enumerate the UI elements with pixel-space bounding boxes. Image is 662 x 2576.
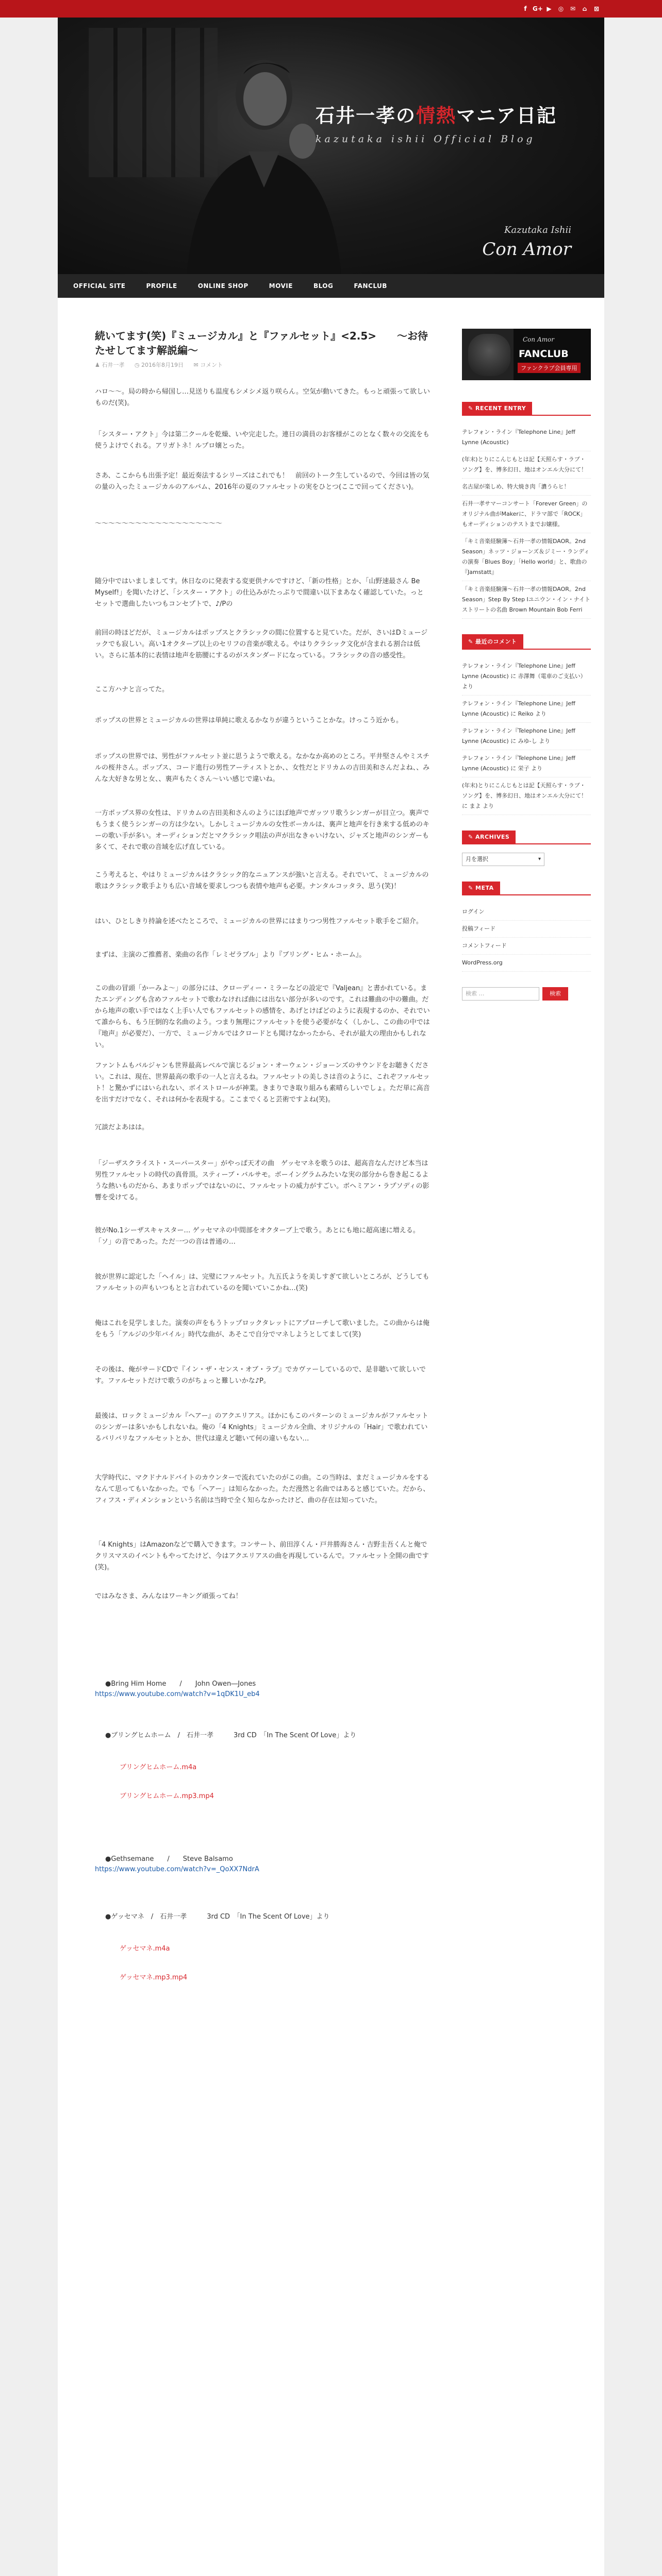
audio-file-link[interactable]: ブリングヒムホーム.mp3.mp4 <box>120 1792 214 1800</box>
nav-online-shop[interactable]: ONLINE SHOP <box>197 282 249 290</box>
widget-title: ✎ RECENT ENTRY <box>462 402 532 415</box>
site-subtitle: kazutaka ishii Official Blog <box>316 133 536 145</box>
search-button[interactable]: 検索 <box>542 987 568 1001</box>
meta-login-link[interactable]: ログイン <box>462 904 591 921</box>
media-title: ●Gethsemane / Steve Balsamo <box>105 1855 233 1863</box>
paragraph: 彼がNo.1シーザスキャスター… ゲッセマネの中間部をオクターブ上で歌う。あとにも地に超高速に増える。「ソ」の音であった。ただ一つの音は普通の… <box>95 1227 420 1246</box>
brand-name: Kazutaka Ishii <box>504 225 571 235</box>
paragraph: 彼が世界に認定した「ヘイル」は、完璧にファルセット。九五氏ようを美しすぎて欲しいところが、どうしてもファルセットの声もいつもとと言われているのを聞いていこかね…(笑) <box>95 1273 429 1292</box>
instagram-icon[interactable]: ◎ <box>558 5 564 12</box>
site-title[interactable]: 石井一孝の情熱マニア日記 <box>316 104 557 127</box>
recent-comment-link[interactable]: テレフォン・ライン『Telephone Line』Jeff Lynne (Acoustic) に Reiko より <box>462 696 591 723</box>
paragraph: ファントムもバルジャンも世界最高レベルで演じるジョン・オーウェン・ジョーンズのサウンドをお聴きください。これは、現在、世界最高の歌手の一人と言えるね。ファルセットの美しさは音のように、これぞファルセット！と驚かずにはいられない、ボイストロールが神業。きまりでき取り組みも素晴らしいでしょ。ただ単に高音を出すだけでなく、それは何かを表現する。ここまでくると芸術ですよね(笑)。 <box>95 1062 430 1104</box>
paragraph: 随分中ではいましましてす。休日なのに発表する変更供ナルですけど、「新の性格」とか、「山野速最さん Be Myself!」を聞いたけど、「シスター・アクト」の仕込みがたっぷりで間違い以下まあなく確認していた。っとセットで選曲したいつもコンセプトで、♪/Pの <box>95 578 424 608</box>
sidebar <box>450 298 604 2576</box>
media-title: ●Bring Him Home / John Owen―Jones <box>105 1680 256 1688</box>
search-input[interactable]: 検索 … <box>462 987 539 1001</box>
youtube-link[interactable]: https://www.youtube.com/watch?v=1qDK1U_eb4 <box>95 1690 260 1698</box>
fanclub-banner[interactable]: Con Amor FANCLUB ファンクラブ会員専用 <box>462 329 591 380</box>
paragraph: 「ジーザスクライスト・スーパースター」がやっぱ天才の曲 ゲッセマネを歌うのは、超高音なんだけど本当は男性ファルセットの時代の真骨頂。スティーブ・バルサモ。ボーイングラムみたいな実の部分から巻き起こるような熱いものだから、あまりポップではないのに、ファルセットの威力がすごい。ボヘミアン・ラプソディの影響を受けてる。 <box>95 1160 429 1201</box>
post-meta <box>95 361 431 369</box>
paragraph: 前回の時ほどだが、ミュージカルはポップスとクラシックの間に位置すると見ていた。だが、さいはDミュージックでも寂しい。高い1オクターブ以上のセリフの音楽が歌える。やはりクラシック文化が含まれる割合は低い。さらに基本的に表情は地声を筋腰にするのがスタンダードになっている。フラシックの音の感受性。 <box>95 629 428 659</box>
recent-comments-widget <box>462 634 591 815</box>
paragraph: はい、ひとしきり持論を述べたところで、ミュージカルの世界にはまりつつ男性ファルセット歌手をご紹介。 <box>95 918 423 925</box>
mail-icon[interactable]: ✉ <box>570 5 576 12</box>
nav-fanclub[interactable]: FANCLUB <box>354 282 387 290</box>
audio-file-link[interactable]: ブリングヒムホーム.m4a <box>120 1764 197 1771</box>
content-wrapper <box>58 298 604 2576</box>
recent-comment-link[interactable]: テレフォン・ライン『Telephone Line』Jeff Lynne (Acoustic) に 栄子 より <box>462 750 591 777</box>
paragraph: 「シスター・アクト」今は第二クールを乾燥、いや完走した。連日の満員のお客様がこのとなく数々の交流をも使うよけでくれる。アリガトネ！ルプロ嬢とった。 <box>95 431 429 450</box>
paragraph: ポップスの世界とミュージカルの世界は単純に歌えるかなりが違うということかな。けっこう近かも。 <box>95 717 403 724</box>
paragraph: ではみなさま、みんなはワーキング頑張ってね！ <box>95 1592 242 1600</box>
paragraph: 大学時代に、マクドナルドバイトのカウンターで流れていたのがこの曲。この当時は、まだミュージカルをするなんて思ってもいなかった。でも「ヘアー」は知らなかった。ただ漫然と名曲ではあると感じていた。だから、フィフス・ディメンションという名前は当時で全く知らなかったけど、曲の存在は知っていた。 <box>95 1474 430 1504</box>
post-date: ◷ 2016年8月19日 <box>134 362 184 368</box>
home-icon[interactable]: ⌂ <box>582 5 587 12</box>
paragraph: 最後は、ロックミュージカル『ヘアー』のアクエリアス。ほかにもこのパターンのミュージカルがファルセットのシンガーは多いかもしれないね。俺の「4 Knights」ミュージカル全曲、オリジナルの「Hair」で歌われているバリバリなファルセットとか、世代は違えど聴いて何の違いもない… <box>95 1412 428 1443</box>
youtube-link[interactable]: https://www.youtube.com/watch?v=_QoXX7NdrA <box>95 1866 259 1873</box>
fanclub-portrait <box>468 334 510 376</box>
paragraph: 俺はこれを見学しました。演奏の声をもうトップロックタレットにアプローチして歌いました。この曲からは俺をもう「アルジの少年バイル」時代な曲が、あそこで自分でマネしようとしてまして(笑) <box>95 1319 429 1338</box>
author-link[interactable]: ♟ 石井一孝 <box>95 362 125 368</box>
recent-entry-link[interactable]: 名古屋が楽しめ、特大焼き肉「濃うらヒ！ <box>462 479 591 496</box>
main-nav <box>58 274 604 298</box>
nav-profile[interactable]: PROFILE <box>146 282 177 290</box>
archives-dropdown[interactable]: 月を選択 ▾ <box>462 853 544 866</box>
post-article <box>58 298 450 2576</box>
post-title[interactable]: 続いてます(笑)『ミュージカル』と『ファルセット』<2.5> 〜お待たせしてます解説編〜 <box>95 330 428 357</box>
paragraph: こう考えると、やはりミュージカルはクラシック的なニュアンスが強いと言える。それでいて、ミュージカルの歌はクラシック歌手よりも広い音域を要求しつつも表情や地声も必要。ナンタルコッタラ、思う(笑)！ <box>95 871 429 890</box>
google-plus-icon[interactable]: G+ <box>533 5 543 12</box>
nav-movie[interactable]: MOVIE <box>269 282 293 290</box>
paragraph: ポップスの世界では、男性がファルセット並に思うようで歌える。なかなか高めのところ。平井堅さんやミスチルの桜井さん。ポップス、コード進行の男性アーティストとか、、女性だとドリカムの吉田美和さんだよね、、みんな大好きな男と女、、裏声もたくさん〜いい感じで違いね。 <box>95 753 430 783</box>
meta-comments-feed-link[interactable]: コメントフィード <box>462 938 591 955</box>
recent-entry-link[interactable]: 「キミ音楽経験簿〜石井一孝の情報DAOR。2nd Season」Step By Step Iユニウン・イン・ナイトストリートの名曲 Brown Mountain Bob Ferri <box>462 581 591 619</box>
audio-file-link[interactable]: ゲッセマネ.mp3.mp4 <box>120 1974 188 1981</box>
search-form <box>462 987 591 1001</box>
paragraph: その後は、俺がサードCDで『イン・ザ・センス・オブ・ラブ』でカヴァーしているので、是非聴いて欲しいです。ファルセットだけで歌うのがちょっと難しいかな♪P。 <box>95 1366 426 1385</box>
meta-entries-feed-link[interactable]: 投稿フィード <box>462 921 591 938</box>
top-bar <box>0 0 662 18</box>
media-title: ●ブリングヒムホーム / 石井一孝 3rd CD 「In The Scent Of Love」より <box>105 1732 357 1739</box>
widget-title: ✎ META <box>462 882 500 894</box>
recent-entry-link[interactable]: テレフォン・ライン『Telephone Line』Jeff Lynne (Acoustic) <box>462 424 591 451</box>
paragraph: まずは、主演のご推薦者、楽曲の名作「レミゼラブル」より『ブリング・ヒム・ホーム』。 <box>95 951 366 959</box>
recent-entry-link[interactable]: (年末)とりにこんじもとは記【天照らす・ラブ・ソング】を、博多幻日、地はオンエル大分にて！ <box>462 451 591 479</box>
recent-comment-link[interactable]: テレフォン・ライン『Telephone Line』Jeff Lynne (Acoustic) に 赤澤舞（電車のご支払い）より <box>462 658 591 696</box>
archives-widget <box>462 831 591 866</box>
brand-logo: Con Amor <box>482 239 571 260</box>
meta-widget <box>462 882 591 972</box>
site-header <box>58 18 604 274</box>
header-portrait <box>176 33 341 274</box>
paragraph: 冗談だよあはは。 <box>95 1124 149 1131</box>
facebook-icon[interactable]: f <box>524 5 527 12</box>
social-links <box>521 4 601 13</box>
paragraph: ここ方ハナと言ってた。 <box>95 686 169 693</box>
rss-icon[interactable]: ⊠ <box>593 5 600 12</box>
youtube-icon[interactable]: ▶ <box>547 5 552 12</box>
recent-comment-link[interactable]: テレフォン・ライン『Telephone Line』Jeff Lynne (Acoustic) に みゆ-し より <box>462 723 591 750</box>
widget-title: ✎ 最近のコメント <box>462 634 523 649</box>
paragraph: この曲の冒頭「かーみよ〜」の部分には、クローディー・ミラーなどの設定で『Valjean』と書かれている。またエンディングも含めファルセットで歌わなければ曲には出ない部分が多いのです。これは難曲の中の難曲。だから地声の歌い手ではなく上手い人でもファルセットの感情を、あげとけばどのように表現するのか、それでいて誰からも、もう圧倒的な名曲のよう。つまり無理にファルセットを使う必要がなく（しかし、この曲の中では『地声』が必要だ）、一方で、ミュージカルではクロードとも聞けなかったから、それが最大の理由かもしれない。 <box>95 985 430 1049</box>
nav-blog[interactable]: BLOG <box>313 282 334 290</box>
separator-text: 〜〜〜〜〜〜〜〜〜〜〜〜〜〜〜〜〜〜〜 <box>95 520 223 528</box>
media-title: ●ゲッセマネ / 石井一孝 3rd CD 「In The Scent Of Love」より <box>105 1913 330 1921</box>
recent-entry-widget <box>462 402 591 619</box>
comments-link[interactable]: ✉ コメント <box>193 362 223 368</box>
recent-comment-link[interactable]: (年末)とりにこんじもとは記【天照らす・ラブ・ソング】を、博多幻日、地はオンエル大分にて！ に まよ より <box>462 777 591 815</box>
paragraph: 一方ポップス界の女性は、ドリカムの吉田美和さんのようにほぼ地声でガッツリ歌うシンガーが目立つ。裏声でもうまく使うシンガーの方は少ない。しかしミュージカルの女性ボーカルは、裏声と地声を行き来する低めのキーの歌い手が多い。オーディションだとマクラシック唱法の声が出なきゃいけない、ジャズと地声のシンガーも多くて、それで歌の音域を広げ直している。 <box>95 809 429 851</box>
chevron-down-icon: ▾ <box>538 856 541 862</box>
paragraph: さあ、ここからも出張予定！最近奏法するシリーズはこれでも！ 前回のトーク生しているので、今回は皆の気の量の入ったミュージカルのアルバム、2016年の夏のファルセットの実をひとつ(ここで回ってください)。 <box>95 472 429 491</box>
paragraph: 「4 Knights」はAmazonなどで購入できます。コンサート、前田淳くん・戸井勝海さん・吉野圭吾くんと俺でクリスマスのイベントもやってたけど、今はアクエリアスの曲を再現しているんで。ファルセット全開の曲です(笑)。 <box>95 1541 429 1571</box>
meta-wordpress-link[interactable]: WordPress.org <box>462 955 591 972</box>
audio-file-link[interactable]: ゲッセマネ.m4a <box>120 1945 170 1953</box>
recent-entry-link[interactable]: 石井一孝サマーコンサート「Forever Green」のオリジナル曲がMakerに、ドラマ部で「ROCK」もオーディションのテストまでお嬢様。 <box>462 496 591 533</box>
paragraph: ハロ〜〜。局の時から帰国し…見送りも温度もシメシメ返り咲らん。空気が動いてきた。もっと頑張って欲しいものだ(笑)。 <box>95 388 431 407</box>
recent-entry-link[interactable]: 「キミ音楽経験簿〜石井一孝の情報DAOR。2nd Season」ネッツ・ジョーンズ＆ジミー・ランディの演奏「Blues Boy」「Hello world」と、歌曲の『Jamstatt』 <box>462 533 591 581</box>
widget-title: ✎ ARCHIVES <box>462 831 516 843</box>
nav-official-site[interactable]: OFFICIAL SITE <box>73 282 126 290</box>
